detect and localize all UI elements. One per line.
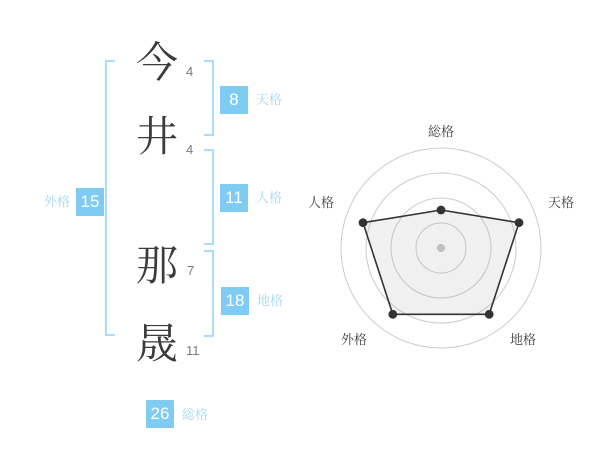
radar-point (515, 218, 524, 227)
radar-point (359, 218, 368, 227)
bracket-jinkaku (204, 149, 214, 245)
name-char-2: 井 (135, 113, 178, 160)
radar-polygon (363, 210, 519, 314)
soukaku-score-box: 26 (146, 400, 174, 428)
gaikaku-label: 外格 (43, 194, 70, 209)
radar-axis-label: 天格 (547, 195, 575, 210)
radar-point (388, 310, 397, 319)
tenkaku-label: 天格 (256, 92, 283, 107)
radar-axis-label: 人格 (307, 195, 335, 210)
bracket-tenkaku (204, 60, 214, 136)
radar-chart (280, 90, 600, 390)
radar-axis-label: 外格 (340, 332, 368, 347)
tenkaku-score-box: 8 (220, 86, 248, 114)
chikaku-label: 地格 (257, 293, 284, 308)
soukaku-label: 総格 (182, 407, 209, 422)
stroke-count-2: 4 (186, 142, 194, 157)
stroke-count-3: 7 (187, 263, 195, 278)
name-char-4: 晟 (135, 320, 178, 367)
radar-point (485, 310, 494, 319)
stroke-count-4: 11 (186, 343, 200, 358)
radar-axis-label: 地格 (509, 332, 537, 347)
stroke-count-1: 4 (186, 64, 194, 79)
jinkaku-score-box: 11 (220, 184, 248, 212)
radar-axis-label: 総格 (427, 124, 455, 139)
bracket-gaikaku (105, 60, 115, 336)
chikaku-score-box: 18 (221, 287, 249, 315)
gaikaku-score-box: 15 (76, 188, 104, 216)
jinkaku-label: 人格 (256, 190, 283, 205)
name-char-1: 今 (135, 39, 178, 86)
bracket-chikaku (204, 250, 214, 337)
radar-point (437, 206, 446, 215)
name-char-3: 那 (135, 242, 178, 289)
